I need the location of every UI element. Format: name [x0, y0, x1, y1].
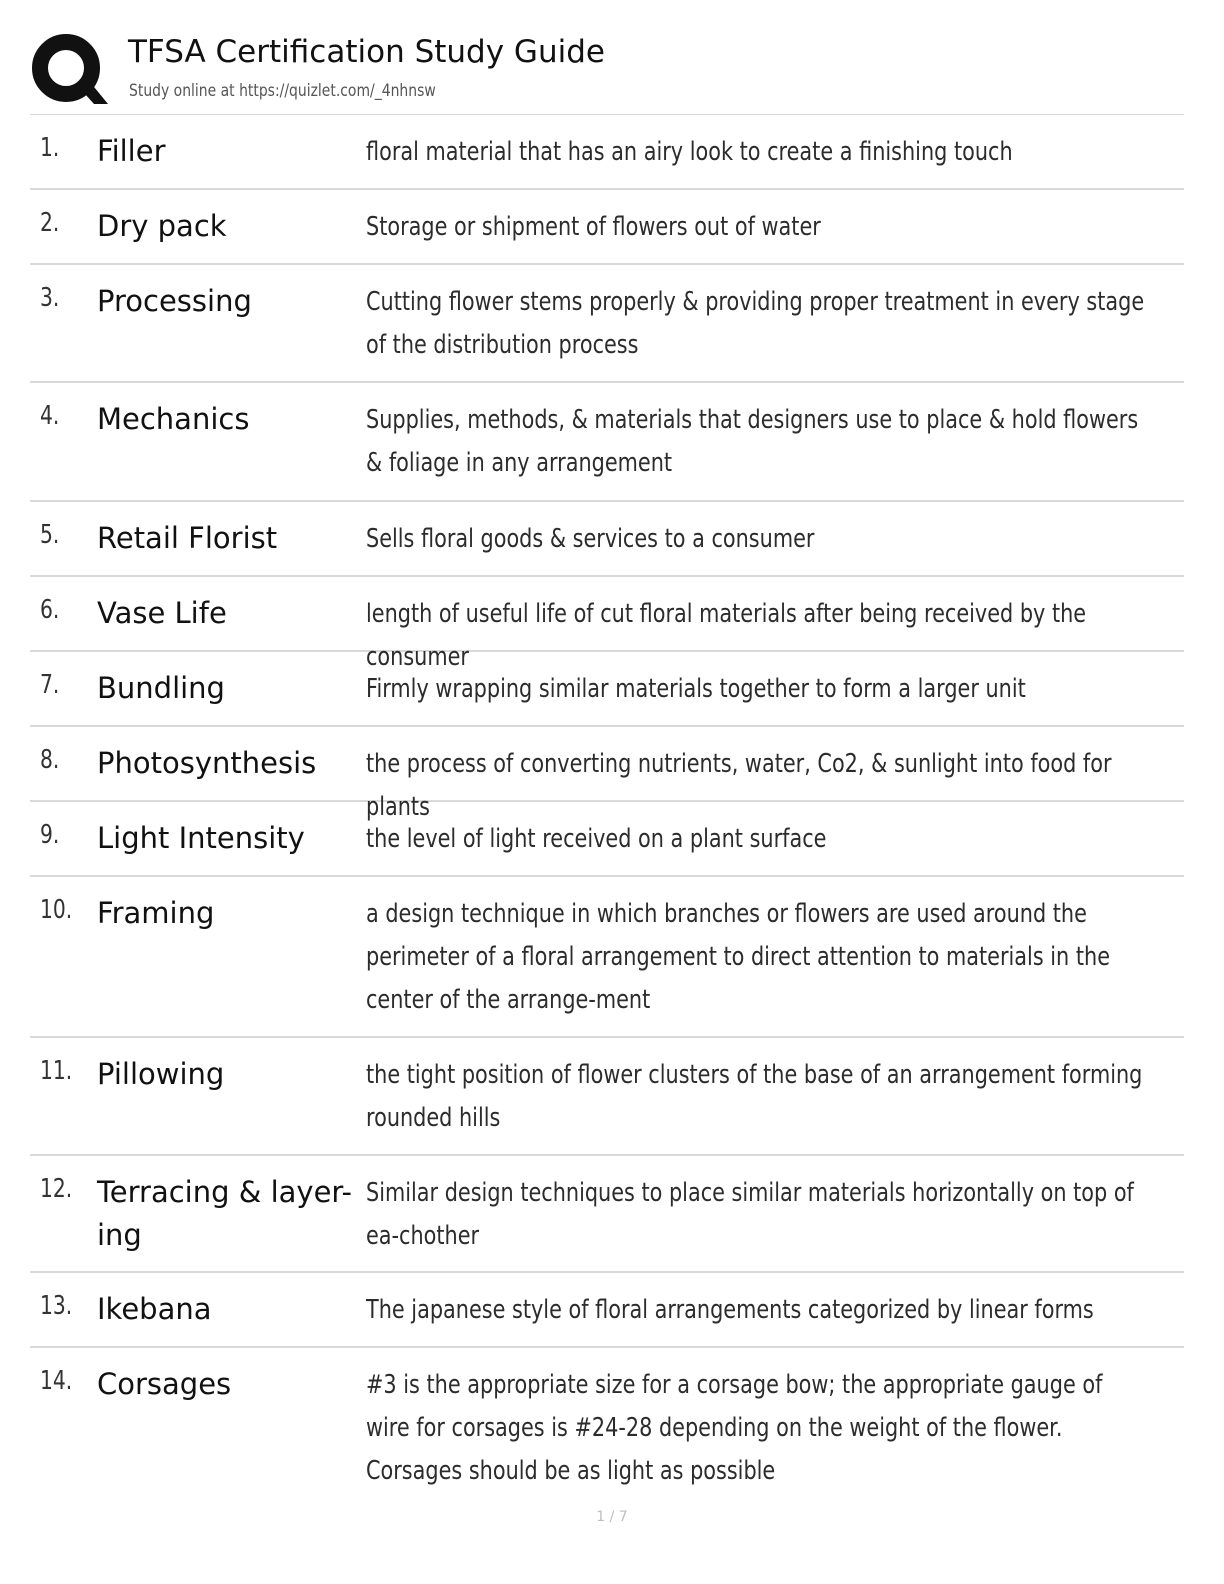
term-number: 13. — [40, 1291, 73, 1321]
term-row — [30, 265, 1184, 383]
page-number: 1 / 7 — [596, 1509, 628, 1525]
term-definition: the tight position of flower clusters of the base of an arrangement forming rounded hills — [366, 1060, 1143, 1133]
term-number: 3. — [40, 283, 60, 313]
term-name: Processing — [97, 284, 252, 318]
term-name: Photosynthesis — [97, 746, 317, 780]
term-name: Terracing & layer-ing — [97, 1175, 352, 1252]
page-title: TFSA Certification Study Guide — [128, 34, 605, 70]
term-row — [30, 802, 1184, 877]
term-definition: Supplies, methods, & materials that designers use to place & hold flowers & foliage in any arrangement — [366, 405, 1139, 478]
term-number: 14. — [40, 1366, 73, 1396]
term-definition: a design technique in which branches or flowers are used around the perimeter of a floral arrangement to direct attention to materials in the center of the arrange-ment — [366, 899, 1110, 1015]
term-number: 2. — [40, 208, 60, 238]
study-online-link[interactable]: Study online at https://quizlet.com/_4nhnsw — [129, 81, 436, 101]
term-number: 8. — [40, 745, 60, 775]
term-definition: Sells floral goods & services to a consumer — [366, 524, 815, 554]
term-definition: Cutting flower stems properly & providing proper treatment in every stage of the distribution process — [366, 287, 1145, 360]
term-row — [30, 877, 1184, 1038]
term-row — [30, 115, 1184, 190]
term-row — [30, 577, 1184, 672]
term-row — [30, 652, 1184, 727]
term-row — [30, 190, 1184, 265]
term-name: Light Intensity — [97, 821, 305, 855]
term-name: Framing — [97, 896, 215, 930]
term-name: Bundling — [97, 671, 225, 705]
term-number: 9. — [40, 820, 60, 850]
term-row — [30, 383, 1184, 502]
term-number: 10. — [40, 895, 73, 925]
term-number: 11. — [40, 1056, 73, 1086]
term-number: 4. — [40, 401, 60, 431]
term-definition: the process of converting nutrients, water, Co2, & sunlight into food for plants — [366, 749, 1112, 822]
term-row — [30, 1156, 1184, 1273]
term-row — [30, 727, 1184, 822]
term-definition: Similar design techniques to place similar materials horizontally on top of ea-chother — [366, 1178, 1134, 1251]
term-name: Retail Florist — [97, 521, 278, 555]
term-row — [30, 502, 1184, 577]
term-definition: Firmly wrapping similar materials together to form a larger unit — [366, 674, 1026, 704]
term-number: 12. — [40, 1174, 73, 1204]
term-number: 5. — [40, 520, 60, 550]
term-name: Mechanics — [97, 402, 250, 436]
term-row — [30, 1348, 1184, 1498]
term-name: Ikebana — [97, 1292, 212, 1326]
term-definition: floral material that has an airy look to create a finishing touch — [366, 137, 1013, 167]
term-definition: The japanese style of floral arrangements categorized by linear forms — [366, 1295, 1094, 1325]
term-number: 6. — [40, 595, 60, 625]
term-row — [30, 1038, 1184, 1156]
term-name: Pillowing — [97, 1057, 225, 1091]
term-row — [30, 1273, 1184, 1348]
term-name: Filler — [97, 134, 166, 168]
term-name: Corsages — [97, 1367, 232, 1401]
term-name: Dry pack — [97, 209, 227, 243]
quizlet-q-logo-icon — [30, 30, 110, 110]
term-name: Vase Life — [97, 596, 227, 630]
term-definition: length of useful life of cut floral materials after being received by the consumer — [366, 599, 1087, 672]
document-header — [30, 28, 1184, 112]
term-definition: #3 is the appropriate size for a corsage bow; the appropriate gauge of wire for corsages is #24-28 depending on the weight of the flower. Corsages should be as light as possible — [366, 1370, 1103, 1486]
term-number: 7. — [40, 670, 60, 700]
term-number: 1. — [40, 133, 60, 163]
term-definition: the level of light received on a plant surface — [366, 824, 827, 854]
terms-table — [30, 114, 1184, 1498]
term-definition: Storage or shipment of flowers out of water — [366, 212, 821, 242]
